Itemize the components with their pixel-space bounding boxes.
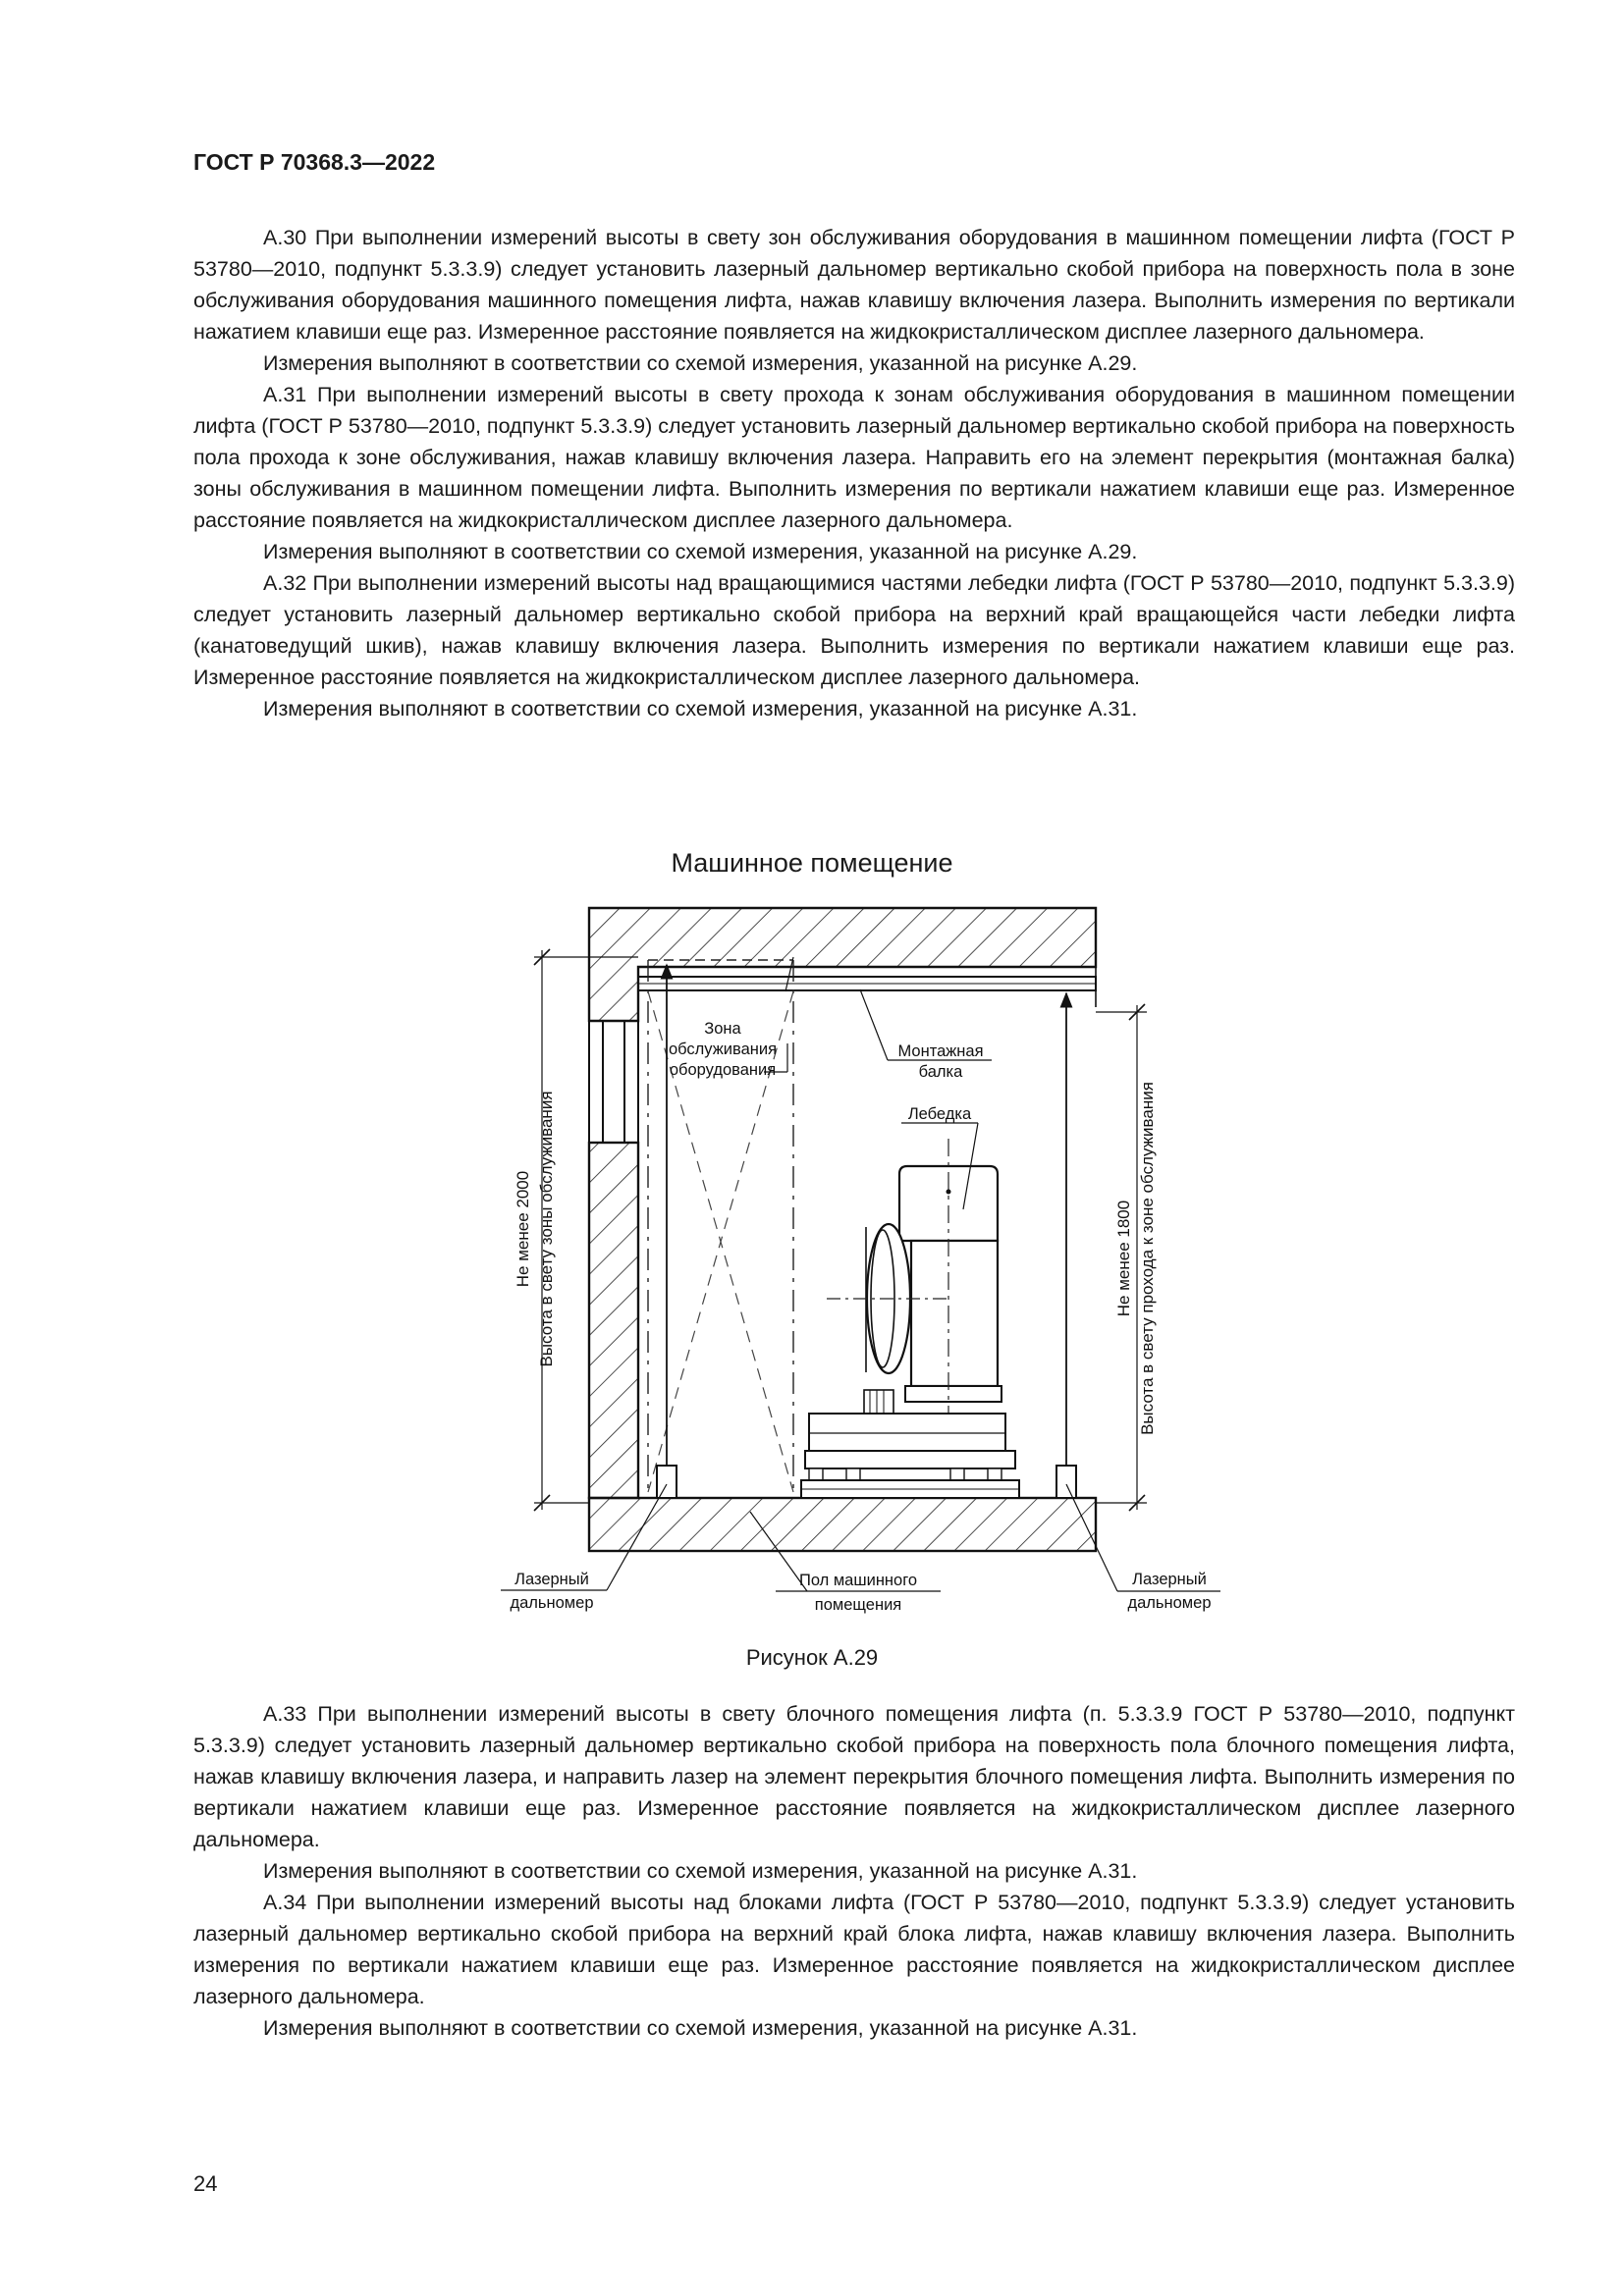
- paragraph-a33: А.33 При выполнении измерений высоты в свету блочного помещения лифта (п. 5.3.3.9 ГОСТ Р 53780—2010, подпункт 5.3.3.9) следует установить лазерный дальномер вертикально скобой прибора на поверхность пола блочного помещения лифта, нажав клавишу включения лазера, и направить лазер на элемент перекрытия блочного помещения лифта. Выполнить измерения по вертикали нажатием клавиши еще раз. Измеренное расстояние появляется на жидкокристаллическом дисплее лазерного дальномера.: [193, 1702, 1515, 1851]
- paragraph-a31: А.31 При выполнении измерений высоты в свету прохода к зонам обслуживания оборудования в машинном помещении лифта (ГОСТ Р 53780—2010, подпункт 5.3.3.9) следует установить лазерный дальномер вертикально скобой прибора на поверхность пола прохода к зоне обслуживания, нажав клавишу включения лазера. Направить его на элемент перекрытия (монтажная балка) зоны обслуживания в машинном помещении лифта. Выполнить измерения по вертикали нажатием клавиши еще раз. Измеренное расстояние появляется на жидкокристаллическом дисплее лазерного дальномера.: [193, 383, 1515, 532]
- label-beam-line2: балка: [918, 1063, 963, 1081]
- label-zone-line3: оборудования: [669, 1061, 777, 1079]
- laser-rangefinder-right: [1056, 993, 1076, 1498]
- label-dim-right-line2: Высота в свету прохода к зоне обслуживания: [1138, 1082, 1157, 1435]
- page-number: 24: [193, 2171, 218, 2196]
- winch: [801, 1139, 1019, 1498]
- label-laser-right-line1: Лазерный: [1132, 1571, 1207, 1588]
- paragraph-ref-a31: Измерения выполняют в соответствии со схемой измерения, указанной на рисунке А.31.: [263, 2016, 1138, 2040]
- paragraph-ref-a29: Измерения выполняют в соответствии со схемой измерения, указанной на рисунке А.29.: [263, 351, 1138, 375]
- label-dim-left-line2: Высота в свету зоны обслуживания: [537, 1091, 556, 1367]
- label-laser-left-line2: дальномер: [510, 1594, 594, 1612]
- mounting-beam: [638, 977, 1096, 990]
- ceiling-slab: [589, 908, 1096, 1021]
- paragraph-ref-a31: Измерения выполняют в соответствии со схемой измерения, указанной на рисунке А.31.: [263, 697, 1138, 721]
- label-floor-line1: Пол машинного: [798, 1572, 918, 1589]
- paragraph-a32: А.32 При выполнении измерений высоты над вращающимися частями лебедки лифта (ГОСТ Р 53780—2010, подпункт 5.3.3.9) следует установить лазерный дальномер вертикально скобой прибора на верхний край вращающейся части лебедки лифта (канатоведущий шкив), нажав клавишу включения лазера. Выполнить измерения по вертикали нажатием клавиши еще раз. Измеренное расстояние появляется на жидкокристаллическом дисплее лазерного дальномера.: [193, 571, 1515, 689]
- label-floor-line2: помещения: [814, 1596, 902, 1614]
- label-dim-left-line1: Не менее 2000: [514, 1170, 532, 1288]
- label-winch: Лебедка: [907, 1105, 972, 1123]
- text-block-bottom: [193, 1698, 1515, 2044]
- label-dim-right-line1: Не менее 1800: [1114, 1200, 1133, 1317]
- label-zone-line1: Зона: [704, 1020, 741, 1038]
- figure-caption: Рисунок А.29: [745, 1645, 879, 1670]
- paragraph-ref-a31: Измерения выполняют в соответствии со схемой измерения, указанной на рисунке А.31.: [263, 1859, 1138, 1883]
- label-zone-line2: обслуживания: [668, 1041, 778, 1058]
- left-wall: [589, 967, 638, 1498]
- document-header: ГОСТ Р 70368.3—2022: [193, 149, 436, 175]
- floor-slab: [589, 1498, 1096, 1551]
- paragraph-a30: А.30 При выполнении измерений высоты в свету зон обслуживания оборудования в машинном помещении лифта (ГОСТ Р 53780—2010, подпункт 5.3.3.9) следует установить лазерный дальномер вертикально скобой прибора на поверхность пола в зоне обслуживания оборудования машинного помещения лифта, нажав клавишу включения лазера. Выполнить измерения по вертикали нажатием клавиши еще раз. Измеренное расстояние появляется на жидкокристаллическом дисплее лазерного дальномера.: [193, 226, 1515, 344]
- paragraph-ref-a29: Измерения выполняют в соответствии со схемой измерения, указанной на рисунке А.29.: [263, 540, 1138, 563]
- figure-title: Машинное помещение: [671, 848, 953, 878]
- label-beam-line1: Монтажная: [897, 1042, 984, 1060]
- paragraph-a34: А.34 При выполнении измерений высоты над блоками лифта (ГОСТ Р 53780—2010, подпункт 5.3.3.9) следует установить лазерный дальномер вертикально скобой прибора на верхний край блока лифта, нажав клавишу включения лазера. Выполнить измерения по вертикали нажатием клавиши еще раз. Измеренное расстояние появляется на жидкокристаллическом дисплее лазерного дальномера.: [193, 1891, 1515, 2008]
- label-laser-left-line1: Лазерный: [514, 1571, 589, 1588]
- label-laser-right-line2: дальномер: [1127, 1594, 1212, 1612]
